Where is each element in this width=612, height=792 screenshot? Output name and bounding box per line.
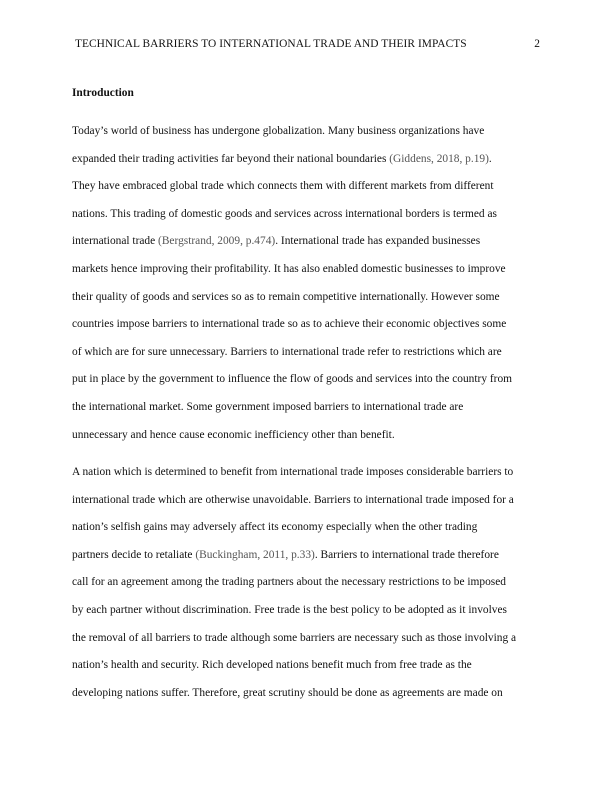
text-segment: international trade which are otherwise unavoidable. Barriers to international trade imposed for a [72,493,514,506]
text-line [72,493,544,521]
text-segment: Today’s world of business has undergone globalization. Many business organizations have [72,125,485,137]
text-line [72,658,544,686]
page-number: 2 [534,38,540,50]
text-segment: nations. This trading of domestic goods and services across international borders is termed as [72,207,497,220]
text-segment: . Barriers to international trade therefore [314,548,499,561]
text-segment: developing nations suffer. Therefore, great scrutiny should be done as agreements are made on [72,686,503,699]
text-segment: A nation which is determined to benefit from international trade imposes considerable barriers to [72,466,514,478]
text-line [72,262,544,290]
text-line [72,686,544,714]
text-line [72,124,544,152]
citation: (Bergstrand, 2009, p.474) [158,235,276,248]
text-segment: call for an agreement among the trading partners about the necessary restrictions to be imposed [72,576,506,589]
citation: (Buckingham, 2011, p.33) [195,548,315,561]
text-segment: unnecessary and hence cause economic inefficiency other than benefit. [72,428,395,441]
citation: (Giddens, 2018, p.19) [389,152,489,165]
paragraph-intro [72,124,544,455]
text-line [72,400,544,428]
text-segment: the removal of all barriers to trade although some barriers are necessary such as those involving a [72,631,517,644]
text-segment: They have embraced global trade which connects them with different markets from different [72,180,494,193]
text-line [72,465,544,493]
text-line [72,548,544,576]
text-line [72,345,544,373]
text-line [72,603,544,631]
paragraph-free-trade [72,465,544,713]
text-line [72,317,544,345]
text-line [72,290,544,318]
text-segment: of which are for sure unnecessary. Barriers to international trade refer to restrictions which are [72,345,502,358]
text-line [72,234,544,262]
text-segment: . [488,152,492,165]
text-segment: . International trade has expanded businesses [275,235,481,248]
text-line [72,428,544,456]
text-segment: expanded their trading activities far beyond their national boundaries [72,152,390,165]
text-line [72,207,544,235]
text-segment: countries impose barriers to international trade so as to achieve their economic objectives some [72,318,507,331]
text-line [72,520,544,548]
running-head: TECHNICAL BARRIERS TO INTERNATIONAL TRADE AND THEIR IMPACTS [75,38,467,50]
text-line [72,575,544,603]
text-segment: markets hence improving their profitability. It has also enabled domestic businesses to improve [72,262,506,275]
text-segment: partners decide to retaliate [72,548,196,561]
text-segment: their quality of goods and services so as to remain competitive internationally. However some [72,290,500,303]
section-heading: Introduction [72,87,134,99]
text-segment: the international market. Some government imposed barriers to international trade are [72,400,464,413]
text-line [72,631,544,659]
text-segment: international trade [72,235,159,248]
text-segment: nation’s selfish gains may adversely affect its economy especially when the other trading [72,521,478,534]
text-line [72,179,544,207]
text-segment: nation’s health and security. Rich developed nations benefit much from free trade as the [72,659,472,672]
text-segment: by each partner without discrimination. Free trade is the best policy to be adopted as it involves [72,603,507,616]
text-segment: put in place by the government to influence the flow of goods and services into the country from [72,373,513,386]
text-line [72,372,544,400]
text-line [72,152,544,180]
